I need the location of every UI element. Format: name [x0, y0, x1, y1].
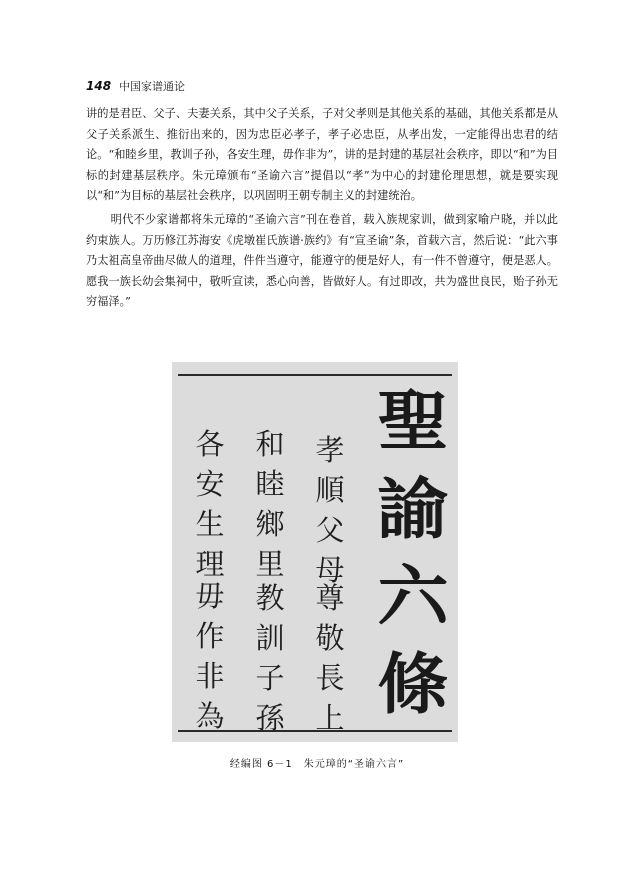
edict-char: 睦	[255, 467, 285, 501]
paragraph-1: 讲的是君臣、父子、夫妻关系，其中父子关系，子对父孝则是其他关系的基础，其他关系都是从父子关系派生、推衍出来的，因为忠臣必孝子，孝子必忠臣，从孝出发，一定能得出忠君的结论。“和睦乡里，教训子孙，各安生理，毋作非为”，讲的是封建的基层社会秩序，即以“和”为目标的封建基层秩序。朱元璋颁布“圣谕六言”提倡以“孝”为中心的封建伦理思想，就是要实现以“和”为目标的基层社会秩序，以巩固明王朝专制主义的封建统治。	[86, 107, 558, 203]
edict-char: 毋	[195, 579, 225, 613]
figure-caption: 经编图 6－1 朱元璋的“圣谕六言”	[229, 759, 405, 770]
edict-char: 孫	[255, 701, 285, 735]
seal-script-title	[374, 380, 452, 725]
edict-char: 訓	[255, 621, 285, 655]
edict-char: 和	[255, 427, 285, 461]
edict-char: 母	[315, 553, 345, 587]
seal-char: 六	[377, 557, 449, 636]
page-header	[86, 78, 185, 94]
edict-char: 非	[195, 659, 225, 693]
edict-char: 敬	[315, 621, 345, 655]
edict-upper-3	[192, 424, 228, 584]
edict-char: 里	[255, 547, 285, 581]
seal-char: 諭	[377, 469, 449, 548]
edict-lower-3	[192, 576, 228, 736]
edict-char: 安	[195, 467, 225, 501]
edict-char: 生	[195, 507, 225, 541]
figure-top-rule	[178, 374, 452, 376]
edict-char: 作	[195, 619, 225, 653]
edict-upper-1	[312, 430, 348, 590]
seal-char: 條	[377, 644, 449, 723]
seal-char: 聖	[377, 382, 449, 460]
edict-char: 順	[315, 473, 345, 507]
edict-char: 子	[255, 661, 285, 695]
figure-shengyu-liuyan	[172, 362, 458, 742]
edict-char: 父	[315, 513, 345, 547]
paragraph-2: 明代不少家谱都将朱元璋的“圣谕六言”刊在卷首，载入族规家训，做到家喻户晓，并以此约束族人。万历修江苏海安《虎墩崔氏族谱·族约》有“宣圣谕”条，首载六言，然后说：“此六事乃太祖高皇帝曲尽做人的道理，件件当遵守，能遵守的便是好人，有一件不曾遵守，便是恶人。愿我一族长幼会集祠中，敬听宣读，悉心向善，皆做好人。有过即改，共为盛世良民，贻子孙无穷福泽。”	[86, 212, 558, 309]
edict-char: 理	[195, 547, 225, 581]
edict-char: 上	[315, 701, 345, 735]
edict-upper-2	[252, 424, 288, 584]
edict-char: 為	[195, 699, 225, 733]
edict-char: 孝	[315, 433, 345, 467]
body-text	[86, 104, 558, 313]
page-number: 148	[86, 79, 112, 93]
edict-char: 教	[255, 581, 285, 615]
edict-char: 尊	[315, 581, 345, 615]
edict-lower-2	[252, 578, 288, 738]
edict-lower-1	[312, 578, 348, 738]
edict-char: 鄉	[255, 507, 285, 541]
edict-char: 各	[195, 427, 225, 461]
running-title: 中国家谱通论	[119, 80, 186, 93]
edict-char: 長	[315, 661, 345, 695]
